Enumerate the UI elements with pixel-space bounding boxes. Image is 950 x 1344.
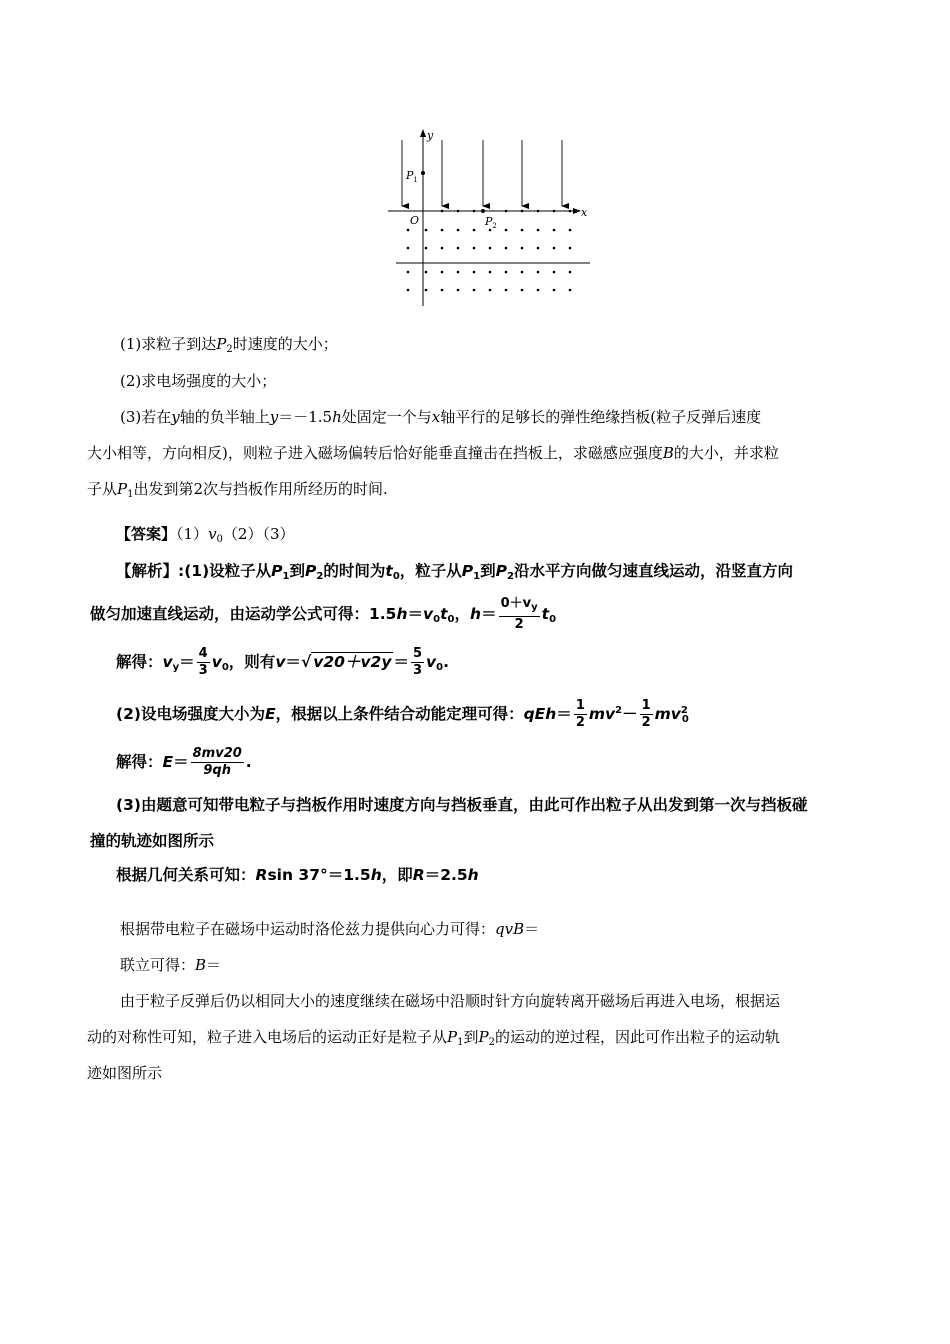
field-dot	[521, 247, 524, 250]
field-dot	[505, 210, 508, 213]
field-dot	[505, 229, 508, 232]
sub: 1	[473, 571, 481, 582]
fraction	[197, 646, 210, 679]
analysis-line-2	[90, 596, 950, 633]
field-dot	[569, 229, 572, 232]
var: P	[117, 480, 128, 498]
var: v	[423, 605, 434, 623]
field-dot	[569, 271, 572, 274]
question-3-line-2	[87, 442, 950, 464]
text: 做匀加速直线运动，由运动学公式可得：1.5	[90, 605, 397, 623]
p2-label: $P_2$	[485, 215, 497, 230]
var: v	[162, 653, 173, 671]
field-dot	[441, 271, 444, 274]
var: y	[171, 408, 180, 426]
text: 子从	[87, 480, 118, 498]
var: P	[461, 562, 474, 580]
field-dot	[473, 210, 476, 213]
denominator: 3	[412, 663, 423, 678]
field-dot	[425, 289, 428, 292]
var: qvB	[495, 920, 525, 938]
text: （2）（3）	[222, 525, 295, 543]
field-dot	[473, 229, 476, 232]
field-dot	[521, 229, 524, 232]
analysis-line-7	[90, 830, 950, 852]
numerator: 4	[198, 646, 208, 661]
sup: 2	[615, 705, 623, 716]
var: P	[271, 562, 283, 580]
field-dot	[473, 271, 476, 274]
text: 的时间为	[323, 562, 386, 580]
text: (1)求粒子到达	[120, 335, 217, 353]
sub: 1	[127, 489, 134, 500]
sub: 0	[433, 614, 441, 625]
denominator: 2	[514, 617, 524, 632]
var: h	[470, 605, 482, 623]
analysis-line-4	[116, 698, 950, 733]
var: t	[440, 605, 448, 623]
field-dot	[457, 289, 460, 292]
var: v	[275, 653, 286, 671]
field-dot	[473, 289, 476, 292]
text: .	[245, 753, 252, 771]
field-dot	[407, 229, 410, 232]
var: v	[211, 653, 222, 671]
text: 由于粒子反弹后仍以相同大小的速度继续在磁场中沿顺时针方向旋转离开磁场后再进入电场，根据运	[120, 992, 781, 1010]
var: y	[269, 408, 279, 426]
text: (3)若在	[120, 408, 172, 426]
text: ，粒子从	[399, 562, 462, 580]
text: 根据带电粒子在磁场中运动时洛伦兹力提供向心力可得：	[120, 920, 496, 938]
fraction	[574, 698, 587, 731]
field-diagram	[380, 126, 595, 310]
sub: 0	[447, 614, 455, 625]
sub: y	[531, 602, 538, 613]
field-dot	[457, 247, 460, 250]
text: sin 37°＝1.5	[267, 866, 371, 884]
text: 到	[289, 562, 306, 580]
var: B	[662, 444, 674, 462]
denominator: 9qh	[203, 763, 231, 778]
text: 沿水平方向做匀速直线运动，沿竖直方向	[514, 562, 794, 580]
point-p2	[481, 209, 485, 213]
text: .	[443, 653, 449, 671]
var: t	[385, 562, 393, 580]
field-dot	[441, 247, 444, 250]
field-dot	[407, 271, 410, 274]
question-3-line-1	[120, 406, 950, 428]
numerator: 1	[575, 698, 585, 713]
field-arrows	[402, 140, 562, 206]
fraction	[640, 698, 653, 731]
field-dot	[489, 289, 492, 292]
denominator: 2	[641, 715, 651, 730]
field-dot	[457, 210, 460, 213]
var: R	[412, 866, 425, 884]
text: :(1)设粒子从	[178, 562, 272, 580]
p1-label: $P_1$	[406, 169, 418, 184]
sup: 2	[680, 705, 688, 716]
tail-line-4	[87, 1026, 950, 1054]
analysis-line-3	[116, 646, 950, 681]
text: 的大小，并求粒	[673, 444, 779, 462]
sub: 0	[392, 571, 400, 582]
text: ，即	[381, 866, 413, 884]
text: ＝	[481, 605, 497, 623]
text: 轴的负半轴上	[179, 408, 270, 426]
sub: 0	[549, 614, 557, 625]
field-dot	[505, 289, 508, 292]
field-dot	[553, 271, 556, 274]
numerator: 8mv20	[192, 746, 242, 761]
sub: y	[172, 662, 180, 673]
text: ＝2.5	[424, 866, 468, 884]
text: 撞的轨迹如图所示	[90, 832, 215, 850]
analysis-line-8	[116, 864, 950, 886]
answer-label: 【答案】	[116, 525, 177, 543]
text: 到	[463, 1028, 479, 1046]
analysis-line-1	[116, 560, 950, 588]
origin-label: O	[410, 214, 420, 227]
tail-line-2	[120, 954, 950, 976]
field-dot	[553, 247, 556, 250]
text: 迹如图所示	[87, 1064, 163, 1082]
field-dot	[521, 289, 524, 292]
answer-line	[116, 523, 950, 551]
field-dot	[441, 210, 444, 213]
text: (3)由题意可知带电粒子与挡板作用时速度方向与挡板垂直，由此可作出粒子从出发到第一次与挡板碰	[116, 796, 808, 814]
field-dot	[407, 247, 410, 250]
field-dot	[537, 271, 540, 274]
text: 0＋v	[500, 596, 532, 611]
var: mv	[588, 705, 616, 723]
var: mv	[654, 705, 681, 723]
question-2	[120, 370, 950, 392]
text: 大小相等，方向相反)，则粒子进入磁场偏转后恰好能垂直撞击在挡板上，求磁感应强度	[87, 444, 663, 462]
field-dot	[505, 271, 508, 274]
sub: 2	[316, 571, 324, 582]
tail-line-5	[87, 1062, 950, 1084]
field-dot	[425, 271, 428, 274]
sub: 1	[282, 571, 290, 582]
var: R	[255, 866, 268, 884]
text: ，	[454, 605, 471, 623]
var: h	[332, 408, 342, 426]
text: ，则有	[228, 653, 276, 671]
text: 动的对称性可知，粒子进入电场后的运动正好是粒子从	[87, 1028, 448, 1046]
text: ＝	[524, 920, 540, 938]
text: －	[622, 705, 638, 723]
text: ＝	[393, 653, 409, 671]
field-dot	[489, 247, 492, 250]
numerator	[499, 596, 540, 617]
field-dot	[489, 271, 492, 274]
field-dot	[521, 210, 524, 213]
field-dot	[457, 229, 460, 232]
point-p1	[421, 171, 425, 175]
field-dot	[425, 229, 428, 232]
sub: 2	[507, 571, 514, 582]
analysis-line-5	[116, 746, 950, 779]
field-dot	[425, 247, 428, 250]
x-axis-label: x	[581, 206, 588, 219]
field-dot	[537, 247, 540, 250]
text: 根据几何关系可知：	[116, 866, 256, 884]
y-axis-label: y	[427, 129, 434, 142]
var: h	[467, 866, 479, 884]
var: E	[162, 753, 174, 771]
text: 到	[480, 562, 496, 580]
radicand: v20＋v2y	[313, 653, 392, 671]
text: ＝	[206, 956, 222, 974]
var: B	[195, 956, 207, 974]
text: ＝－1.5	[278, 408, 333, 426]
var: P	[216, 335, 227, 353]
text: 解得：	[116, 653, 163, 671]
numerator: 1	[641, 698, 651, 713]
var: x	[431, 408, 441, 426]
sub: 2	[226, 344, 233, 355]
var: E	[264, 705, 276, 723]
text: （1）	[176, 525, 209, 543]
field-dot	[537, 229, 540, 232]
text: ＝	[173, 753, 189, 771]
field-dot	[569, 289, 572, 292]
text: ＝	[407, 605, 424, 623]
field-dot	[569, 210, 572, 213]
field-dot	[553, 210, 556, 213]
text: 解得：	[116, 753, 163, 771]
sub: 1	[457, 1037, 464, 1048]
question-3-line-3	[87, 478, 950, 506]
fraction	[191, 746, 244, 779]
var: P	[478, 1028, 489, 1046]
field-dot	[457, 271, 460, 274]
tail-line-1	[120, 918, 950, 940]
sub: 0	[436, 662, 444, 673]
field-dot	[553, 229, 556, 232]
field-dot	[441, 229, 444, 232]
sub: 2	[488, 1037, 495, 1048]
field-dot	[505, 247, 508, 250]
text: 轴平行的足够长的弹性绝缘挡板(粒子反弹后速度	[440, 408, 762, 426]
var: P	[447, 1028, 458, 1046]
var: h	[370, 866, 382, 884]
analysis-line-6	[116, 794, 950, 816]
var: P	[305, 562, 317, 580]
var: P	[495, 562, 508, 580]
sub: 0	[216, 534, 223, 545]
text: ＝	[285, 653, 301, 671]
field-dot	[537, 210, 540, 213]
field-dot	[537, 289, 540, 292]
field-dot	[473, 247, 476, 250]
field-dot	[407, 289, 410, 292]
denominator: 3	[198, 663, 208, 678]
var: v	[426, 653, 437, 671]
var: t	[541, 605, 550, 623]
field-dot	[521, 271, 524, 274]
field-dot	[569, 247, 572, 250]
denominator: 2	[575, 715, 585, 730]
sub: 0	[681, 714, 689, 725]
text: (2)求电场强度的大小；	[120, 372, 277, 390]
text: 的运动的逆过程，因此可作出粒子的运动轨	[494, 1028, 780, 1046]
fraction	[499, 596, 540, 633]
numerator: 5	[412, 646, 423, 661]
var: v	[208, 525, 217, 543]
text: ＝	[179, 653, 195, 671]
square-root: √ v20＋v2y	[300, 653, 392, 671]
field-dot	[489, 229, 492, 232]
question-1	[120, 333, 950, 361]
sub: 0	[221, 662, 229, 673]
tail-line-3	[120, 990, 950, 1012]
text: 出发到第2次与挡板作用所经历的时间.	[133, 480, 388, 498]
field-dot	[441, 289, 444, 292]
text: ＝	[556, 705, 572, 723]
text: 处固定一个与	[341, 408, 432, 426]
text: (2)设电场强度大小为	[116, 705, 265, 723]
field-dot	[553, 289, 556, 292]
text: ，根据以上条件结合动能定理可得：	[275, 705, 524, 723]
fraction	[411, 646, 424, 679]
var: h	[396, 605, 408, 623]
var: qEh	[523, 705, 557, 723]
text: 时速度的大小；	[232, 335, 338, 353]
analysis-label: 【解析】	[116, 562, 179, 580]
text: 联立可得：	[120, 956, 196, 974]
